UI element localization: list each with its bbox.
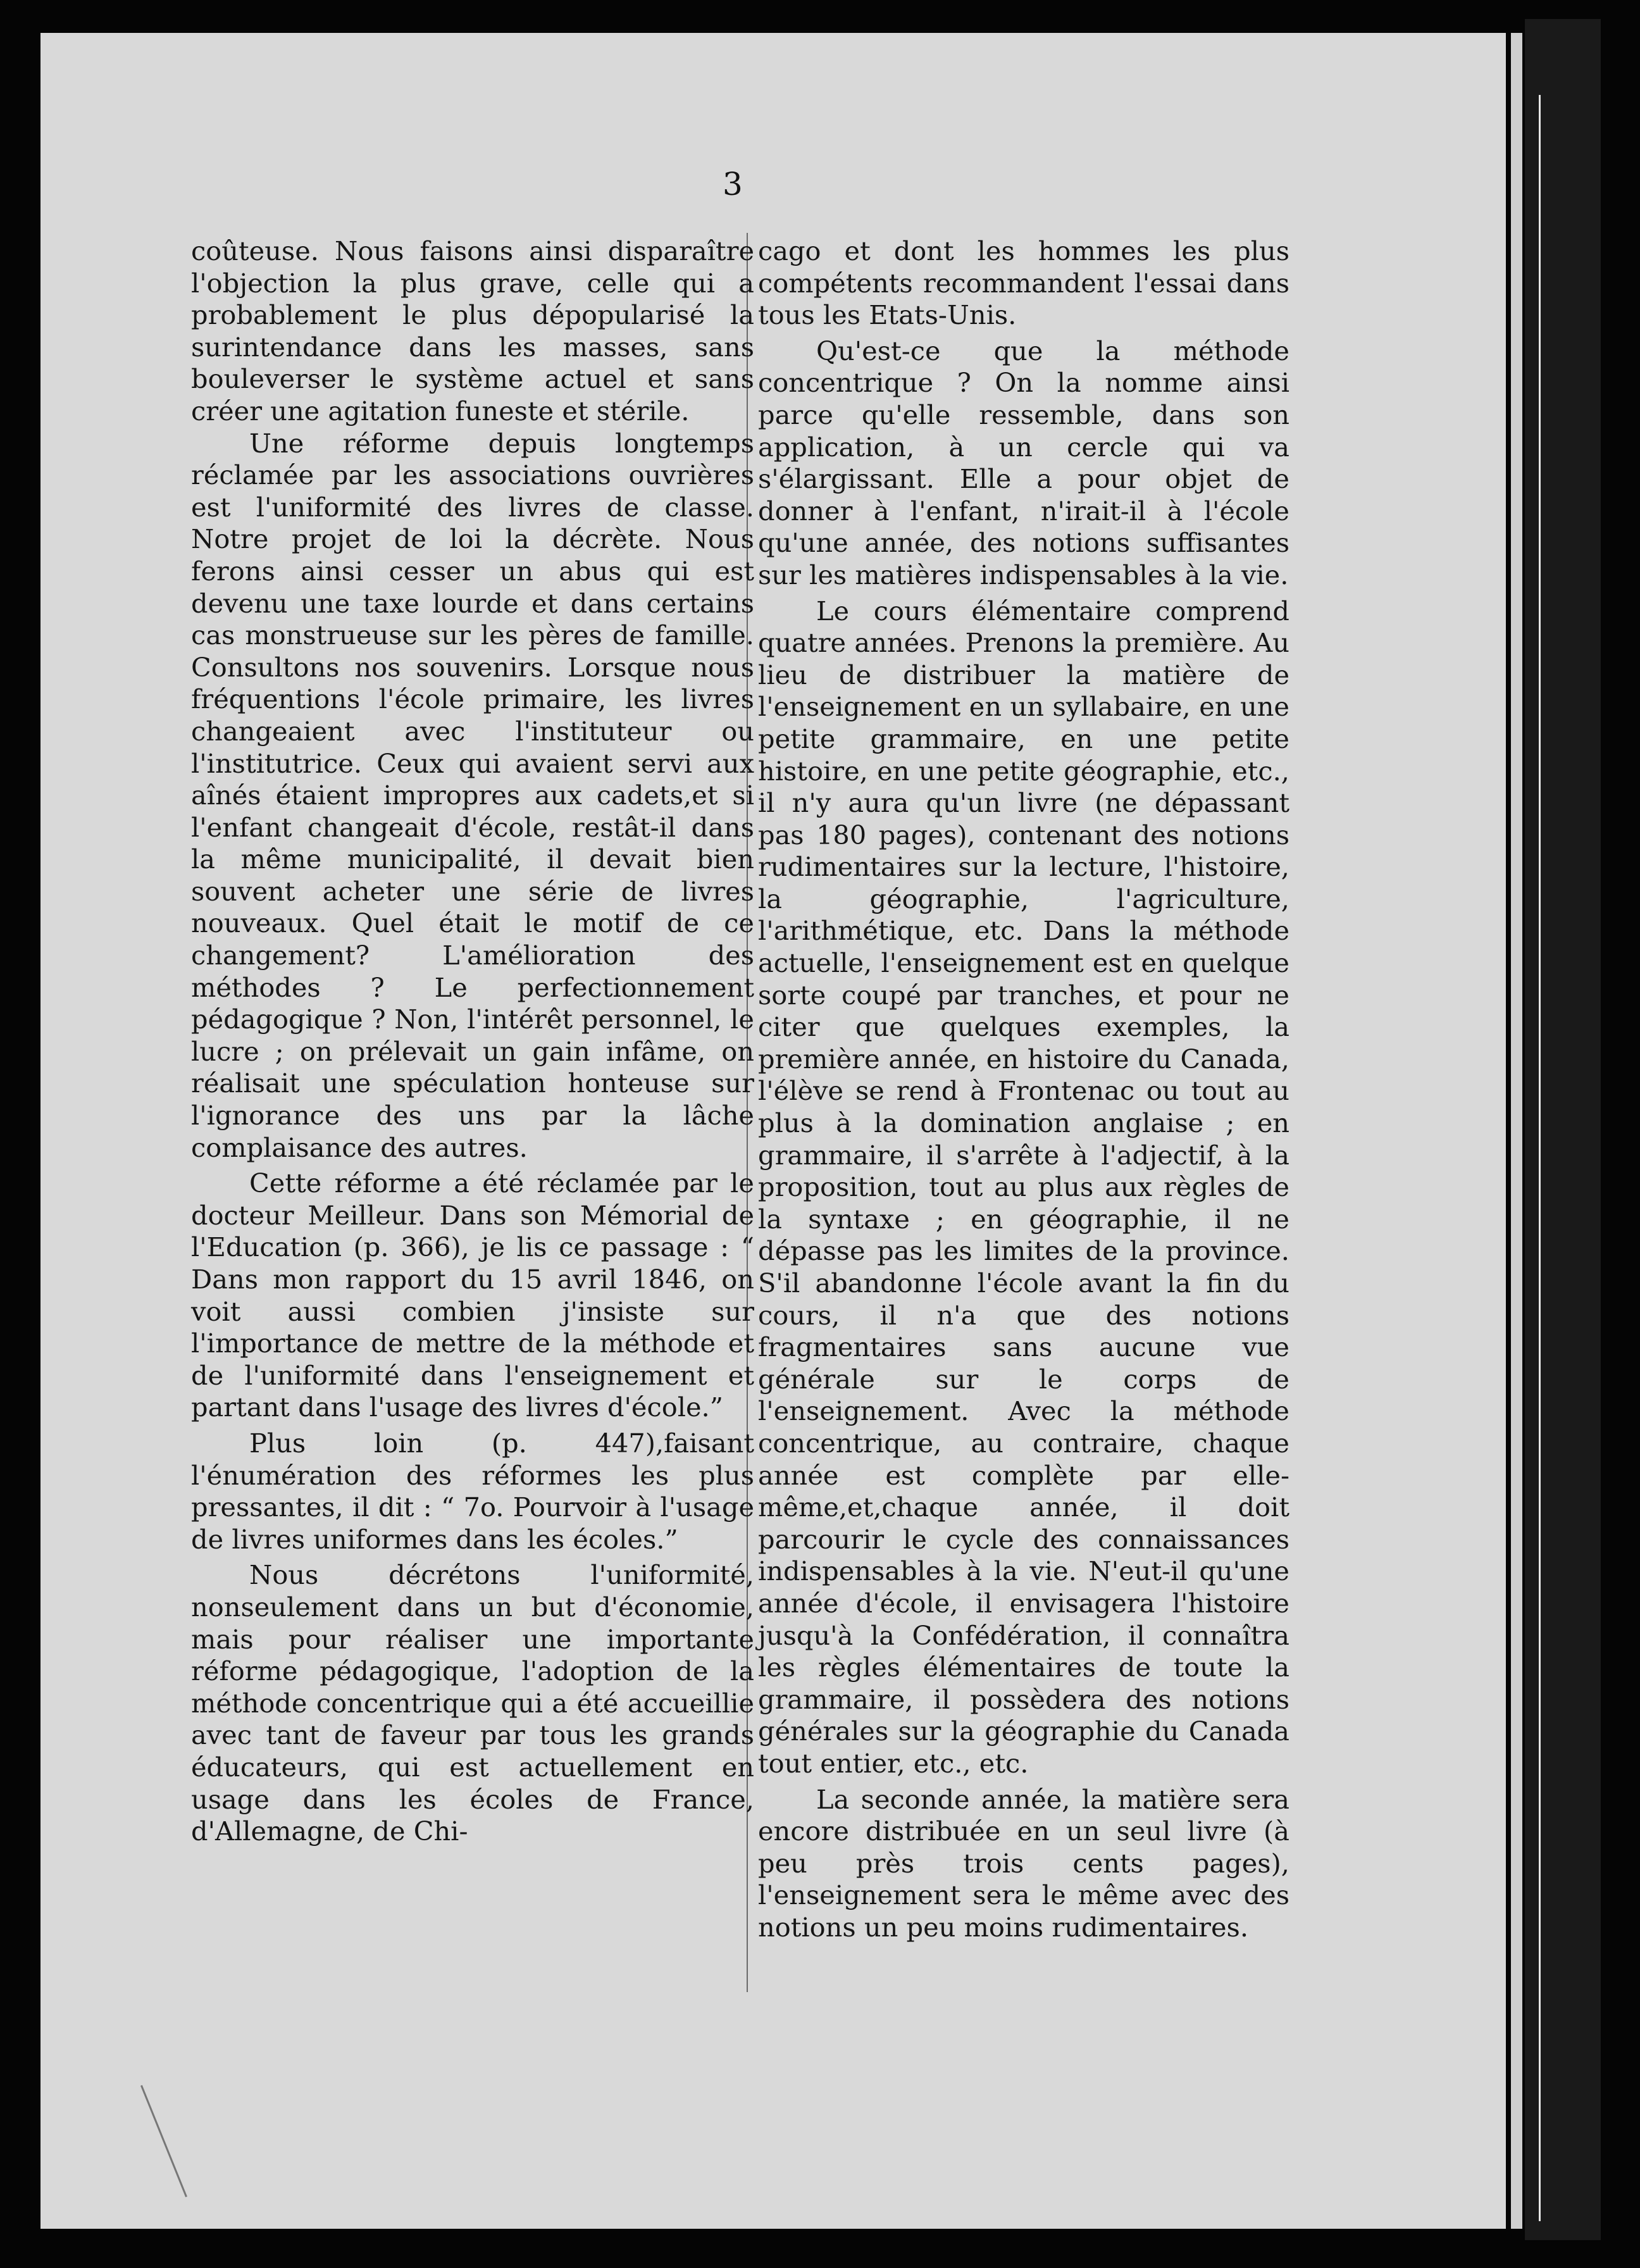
paragraph: Une réforme depuis longtemps réclamée par les associations ouvrières est l'uniformité des livres de classe. Notre projet de loi la décrète. Nous ferons ainsi cesser un abus qui est devenu une taxe lourde et dans certains cas monstrueuse sur les pères de famille. Consultons nos souvenirs. Lorsque nous fréquentions l'école primaire, les livres changeaient avec l'instituteur ou l'institutrice. Ceux qui avaient servi aux aînés étaient impropres aux cadets,et si l'enfant changeait d'école, restât-il dans la même municipalité, il devait bien souvent acheter une série de livres nouveaux. Quel était le motif de ce changement? L'amélioration des méthodes ? Le perfectionnement pédagogique ? Non, l'intérêt personnel, le lucre ; on prélevait un gain infâme, on réalisait une spéculation honteuse sur l'ignorance des uns par la lâche complaisance des autres. bbox=[191, 427, 754, 1163]
page-edge bbox=[1511, 33, 1522, 2229]
paragraph: Plus loin (p. 447),faisant l'énumération des réformes les plus pressantes, il dit : “ 7o. Pourvoir à l'usage de livres uniformes dans les écoles.” bbox=[191, 1427, 754, 1555]
paragraph: Le cours élémentaire comprend quatre années. Prenons la première. Au lieu de distribuer la matière de l'enseignement en un syllabaire, en une petite grammaire, en une petite histoire, en une petite géographie, etc., il n'y aura qu'un livre (ne dépassant pas 180 pages), contenant des notions rudimentaires sur la lecture, l'histoire, la géographie, l'agriculture, l'arithmétique, etc. Dans la méthode actuelle, l'enseignement est en quelque sorte coupé par tranches, et pour ne citer que quelques exemples, la première année, en histoire du Canada, l'élève se rend à Frontenac ou tout au plus à la domination anglaise ; en grammaire, il s'arrête à l'adjectif, à la proposition, tout au plus aux règles de la syntaxe ; en géographie, il ne dépasse pas les limites de la province. S'il abandonne l'école avant la fin du cours, il n'a que des notions fragmentaires sans aucune vue générale sur le corps de l'enseignement. Avec la méthode concentrique, au contraire, chaque année est complète par elle-même,et,chaque année, il doit parcourir le cycle des connaissances indispensables à la vie. N'eut-il qu'une année d'école, il envisagera l'histoire jusqu'à la Confédération, il connaîtra les règles élémentaires de toute la grammaire, il possèdera des notions générales sur la géographie du Canada tout entier, etc., etc. bbox=[758, 595, 1289, 1779]
paragraph: Nous décrétons l'uniformité, nonseulement dans un but d'économie, mais pour réaliser une importante réforme pédagogique, l'adoption de la méthode concentrique qui a été accueillie avec tant de faveur par tous les grands éducateurs, qui est actuellement en usage dans les écoles de France, d'Allemagne, de Chi- bbox=[191, 1559, 754, 1847]
scan-border-strip bbox=[1525, 19, 1601, 2240]
paragraph: coûteuse. Nous faisons ainsi disparaître l'objection la plus grave, celle qui a probablement le plus dépopularisé la surintendance dans les masses, sans bouleverser le système actuel et sans créer une agitation funeste et stérile. bbox=[191, 235, 754, 427]
scan-border-line bbox=[1539, 95, 1541, 2221]
paragraph: Qu'est-ce que la méthode concentrique ? On la nomme ainsi parce qu'elle ressemble, dans son application, à un cercle qui va s'élargissant. Elle a pour objet de donner à l'enfant, n'irait-il à l'école qu'une année, des notions suffisantes sur les matières indispensables à la vie. bbox=[758, 335, 1289, 590]
page-number: 3 bbox=[723, 166, 743, 202]
paragraph: Cette réforme a été réclamée par le docteur Meilleur. Dans son Mémorial de l'Education (p. 366), je lis ce passage : “ Dans mon rapport du 15 avril 1846, on voit aussi combien j'insiste sur l'importance de mettre de la méthode et de l'uniformité dans l'enseignement et partant dans l'usage des livres d'école.” bbox=[191, 1168, 754, 1423]
right-column bbox=[758, 235, 1289, 1943]
paragraph: La seconde année, la matière sera encore distribuée en un seul livre (à peu près trois cents pages), l'enseignement sera le même avec des notions un peu moins rudimentaires. bbox=[758, 1783, 1289, 1943]
paragraph: cago et dont les hommes les plus compétents recommandent l'essai dans tous les Etats-Unis. bbox=[758, 235, 1289, 331]
left-column bbox=[191, 235, 754, 1848]
